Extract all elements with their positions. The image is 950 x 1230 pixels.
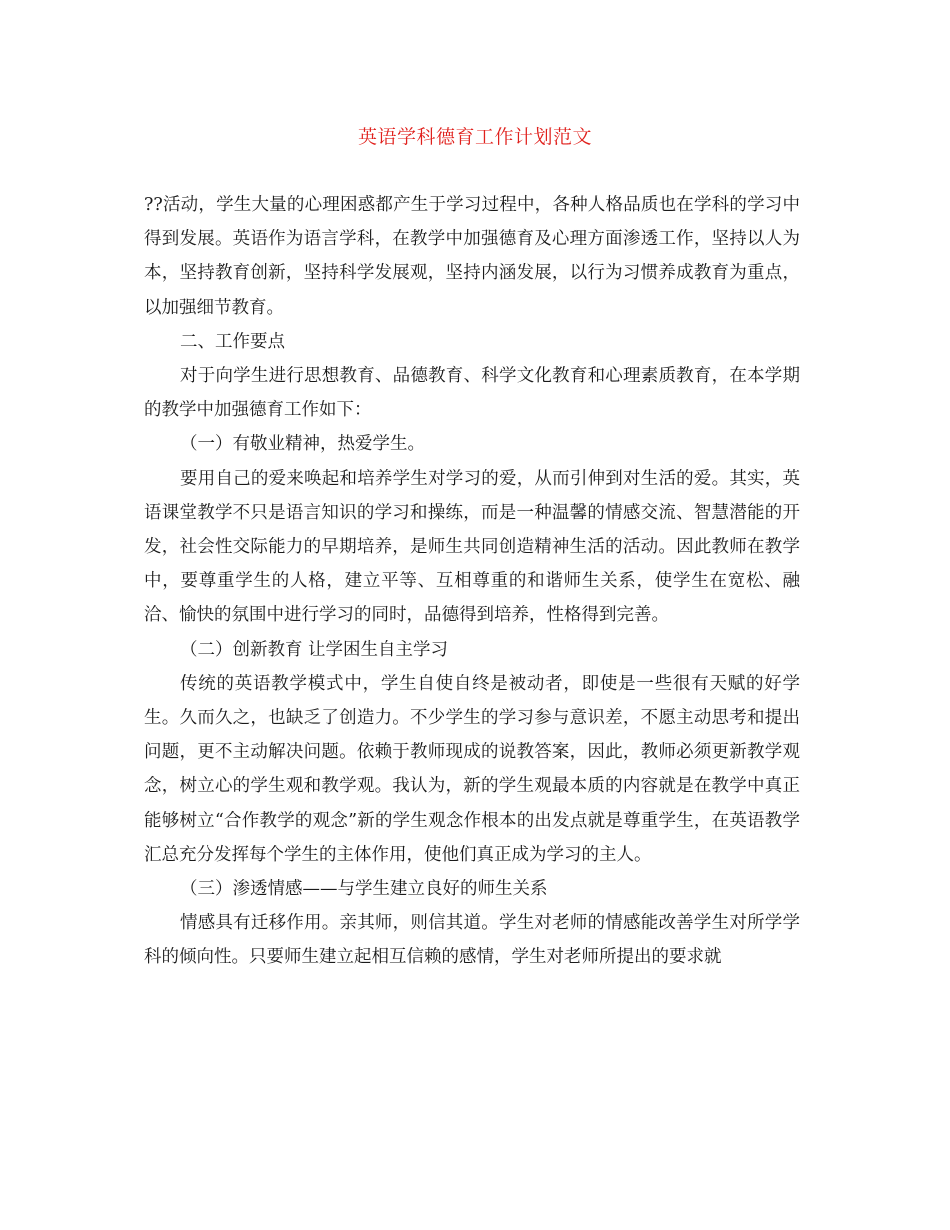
subheading-emotion: （三）渗透情感——与学生建立良好的师生关系: [180, 879, 548, 900]
paragraph-intro: ??活动，学生大量的心理困惑都产生于学习过程中，各种人格品质也在学科的学习中得到发展。英语作为语言学科，在教学中加强德育及心理方面渗透工作，坚持以人为本，坚持教育创新，坚持科学发展观，坚持内涵发展，以行为习惯养成教育为重点，以加强细节教育。: [144, 195, 800, 318]
section-heading-work-points: 二、工作要点: [180, 331, 285, 352]
paragraph-emotion: 情感具有迁移作用。亲其师，则信其道。学生对老师的情感能改善学生对所学学科的倾向性。只要师生建立起相互信赖的感情，学生对老师所提出的要求就: [144, 913, 800, 968]
document-body: [144, 188, 800, 975]
subheading-dedication: （一）有敬业精神，热爱学生。: [180, 434, 425, 455]
paragraph-innovation: 传统的英语教学模式中，学生自使自终是被动者，即使是一些很有天赋的好学生。久而久之，也缺乏了创造力。不少学生的学习参与意识差，不愿主动思考和提出问题，更不主动解决问题。依赖于教师现成的说教答案，因此，教师必须更新教学观念，树立心的学生观和教学观。我认为，新的学生观最本质的内容就是在教学中真正能够树立“合作教学的观念”新的学生观念作根本的出发点就是尊重学生，在英语教学汇总充分发挥每个学生的主体作用，使他们真正成为学习的主人。: [144, 673, 800, 865]
paragraph-dedication: 要用自己的爱来唤起和培养学生对学习的爱，从而引伸到对生活的爱。其实，英语课堂教学不只是语言知识的学习和操练，而是一种温馨的情感交流、智慧潜能的开发，社会性交际能力的早期培养，是师生共同创造精神生活的活动。因此教师在教学中，要尊重学生的人格，建立平等、互相尊重的和谐师生关系，使学生在宽松、融洽、愉快的氛围中进行学习的同时，品德得到培养，性格得到完善。: [144, 468, 800, 626]
subheading-innovation: （二）创新教育 让学困生自主学习: [180, 639, 449, 660]
page-title: 英语学科德育工作计划范文: [357, 126, 592, 148]
paragraph-overview: 对于向学生进行思想教育、品德教育、科学文化教育和心理素质教育，在本学期的教学中加强德育工作如下：: [144, 366, 800, 421]
